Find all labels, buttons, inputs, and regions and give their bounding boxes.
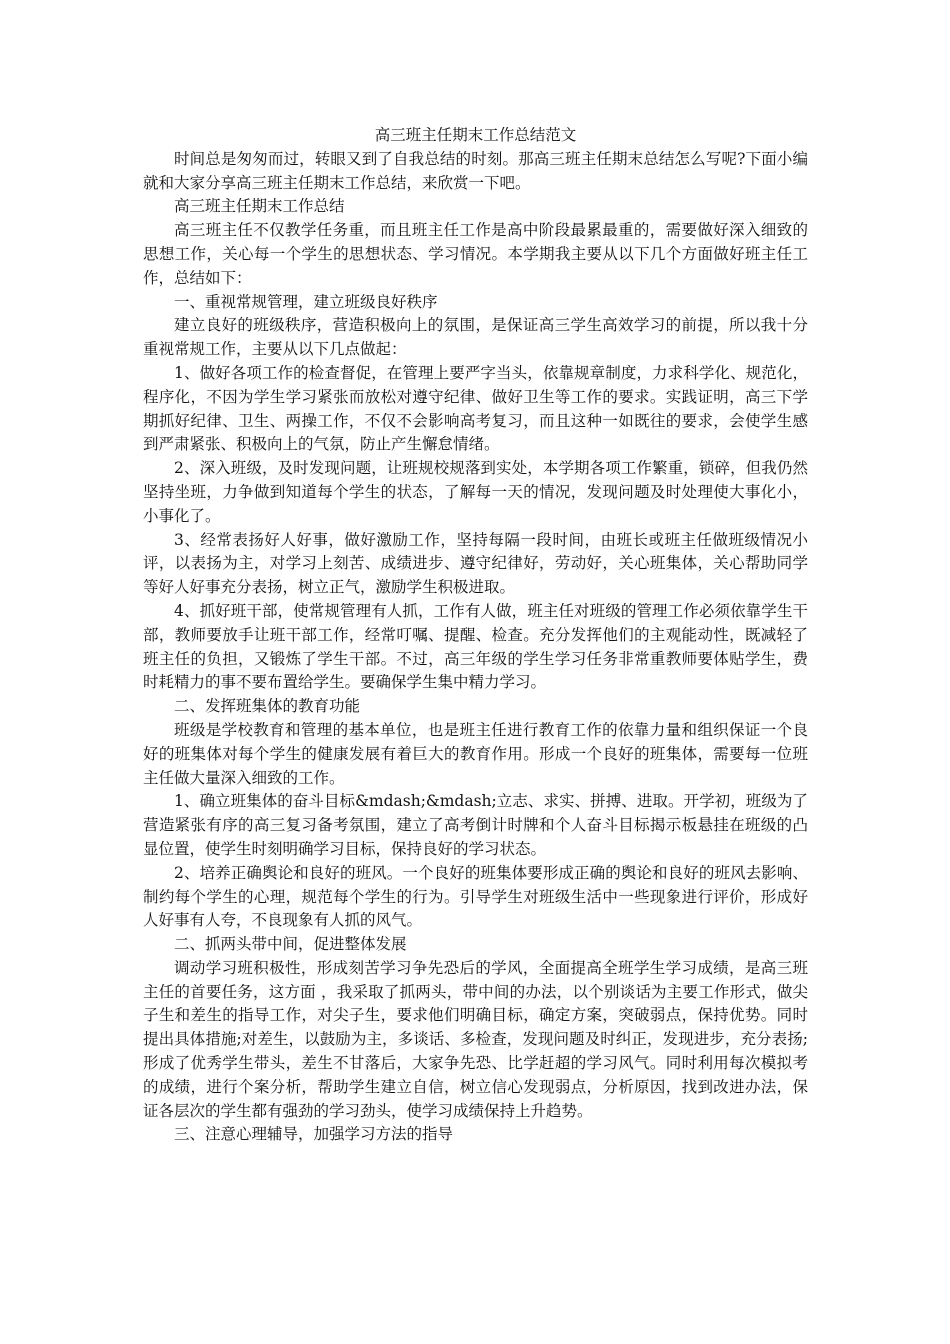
list-item-paragraph: 2、培养正确舆论和良好的班风。一个良好的班集体要形成正确的舆论和良好的班风去影响、制约每个学生的心理，规范每个学生的行为。引导学生对班级生活中一些现象进行评价，形成好人好事有人夸，不良现象有人抓的风气。	[143, 863, 808, 930]
list-item-paragraph: 1、确立班集体的奋斗目标&mdash;&mdash;立志、求实、拼搏、进取。开学初，班级为了营造紧张有序的高三复习备考氛围，建立了高考倒计时牌和个人奋斗目标揭示板悬挂在班级的凸显位置，使学生时刻明确学习目标，保持良好的学习状态。	[143, 792, 808, 858]
list-item-paragraph: 4、抓好班干部，使常规管理有人抓，工作有人做，班主任对班级的管理工作必须依靠学生干部，教师要放手让班干部工作，经常叮嘱、提醒、检查。充分发挥他们的主观能动性，既减轻了班主任的负担，又锻炼了学生干部。不过，高三年级的学生学习任务非常重教师要体贴学生，费时耗精力的事不要布置给学生。要确保学生集中精力学习。	[143, 601, 808, 692]
list-item-paragraph: 1、做好各项工作的检查督促，在管理上要严字当头，依靠规章制度，力求科学化、规范化，程序化，不因为学生学习紧张而放松对遵守纪律、做好卫生等工作的要求。实践证明，高三下学期抓好纪律、卫生、两操工作，不仅不会影响高考复习，而且这种一如既往的要求，会使学生感到严肃紧张、积极向上的气氛，防止产生懈怠情绪。	[143, 363, 808, 454]
document-page	[143, 124, 808, 1147]
list-item-paragraph: 3、经常表扬好人好事，做好激励工作，坚持每隔一段时间，由班长或班主任做班级情况小评，以表扬为主，对学习上刻苦、成绩进步、遵守纪律好，劳动好，关心班集体，关心帮助同学等好人好事充分表扬，树立正气，激励学生积极进取。	[143, 530, 808, 597]
list-item-paragraph: 2、深入班级，及时发现问题，让班规校规落到实处，本学期各项工作繁重，锁碎，但我仍然坚持坐班，力争做到知道每个学生的状态，了解每一天的情况，发现问题及时处理使大事化小，小事化了。	[143, 459, 808, 525]
section-heading: 一、重视常规管理，建立班级良好秩序	[174, 292, 438, 311]
section-heading: 三、注意心理辅导，加强学习方法的指导	[174, 1125, 454, 1144]
subtitle-paragraph: 高三班主任期末工作总结	[174, 197, 345, 216]
body-paragraph: 建立良好的班级秩序，营造积极向上的氛围，是保证高三学生高效学习的前提，所以我十分重视常规工作，主要从以下几点做起：	[143, 316, 808, 359]
section-heading: 二、抓两头带中间，促进整体发展	[174, 935, 407, 954]
body-paragraph: 高三班主任不仅教学任务重，而且班主任工作是高中阶段最累最重的，需要做好深入细致的思想工作，关心每一个学生的思想状态、学习情况。本学期我主要从以下几个方面做好班主任工作，总结如下：	[143, 221, 808, 287]
body-paragraph: 班级是学校教育和管理的基本单位，也是班主任进行教育工作的依靠力量和组织保证一个良好的班集体对每个学生的健康发展有着巨大的教育作用。形成一个良好的班集体，需要每一位班主任做大量深入细致的工作。	[143, 720, 808, 787]
document-title: 高三班主任期末工作总结范文	[374, 126, 577, 144]
body-paragraph: 调动学习班积极性，形成刻苦学习争先恐后的学风，全面提高全班学生学习成绩，是高三班主任的首要任务，这方面 ，我采取了抓两头，带中间的办法，以个别谈话为主要工作形式，做尖子生和差生的指导工作，对尖子生，要求他们明确目标，确定方案，突破弱点，保持优势。同时提出具体措施;对差生，以鼓励为主，多谈话、多检查，发现问题及时纠正，发现进步，充分表扬;形成了优秀学生带头，差生不甘落后，大家争先恐、比学赶超的学习风气。同时利用每次模拟考的成绩，进行个案分析，帮助学生建立自信，树立信心发现弱点，分析原因，找到改进办法，保证各层次的学生都有强劲的学习劲头，使学习成绩保持上升趋势。	[143, 958, 808, 1120]
intro-paragraph: 时间总是匆匆而过，转眼又到了自我总结的时刻。那高三班主任期末总结怎么写呢?下面小编就和大家分享高三班主任期末工作总结，来欣赏一下吧。	[143, 149, 808, 192]
section-heading: 二、发挥班集体的教育功能	[174, 697, 361, 716]
